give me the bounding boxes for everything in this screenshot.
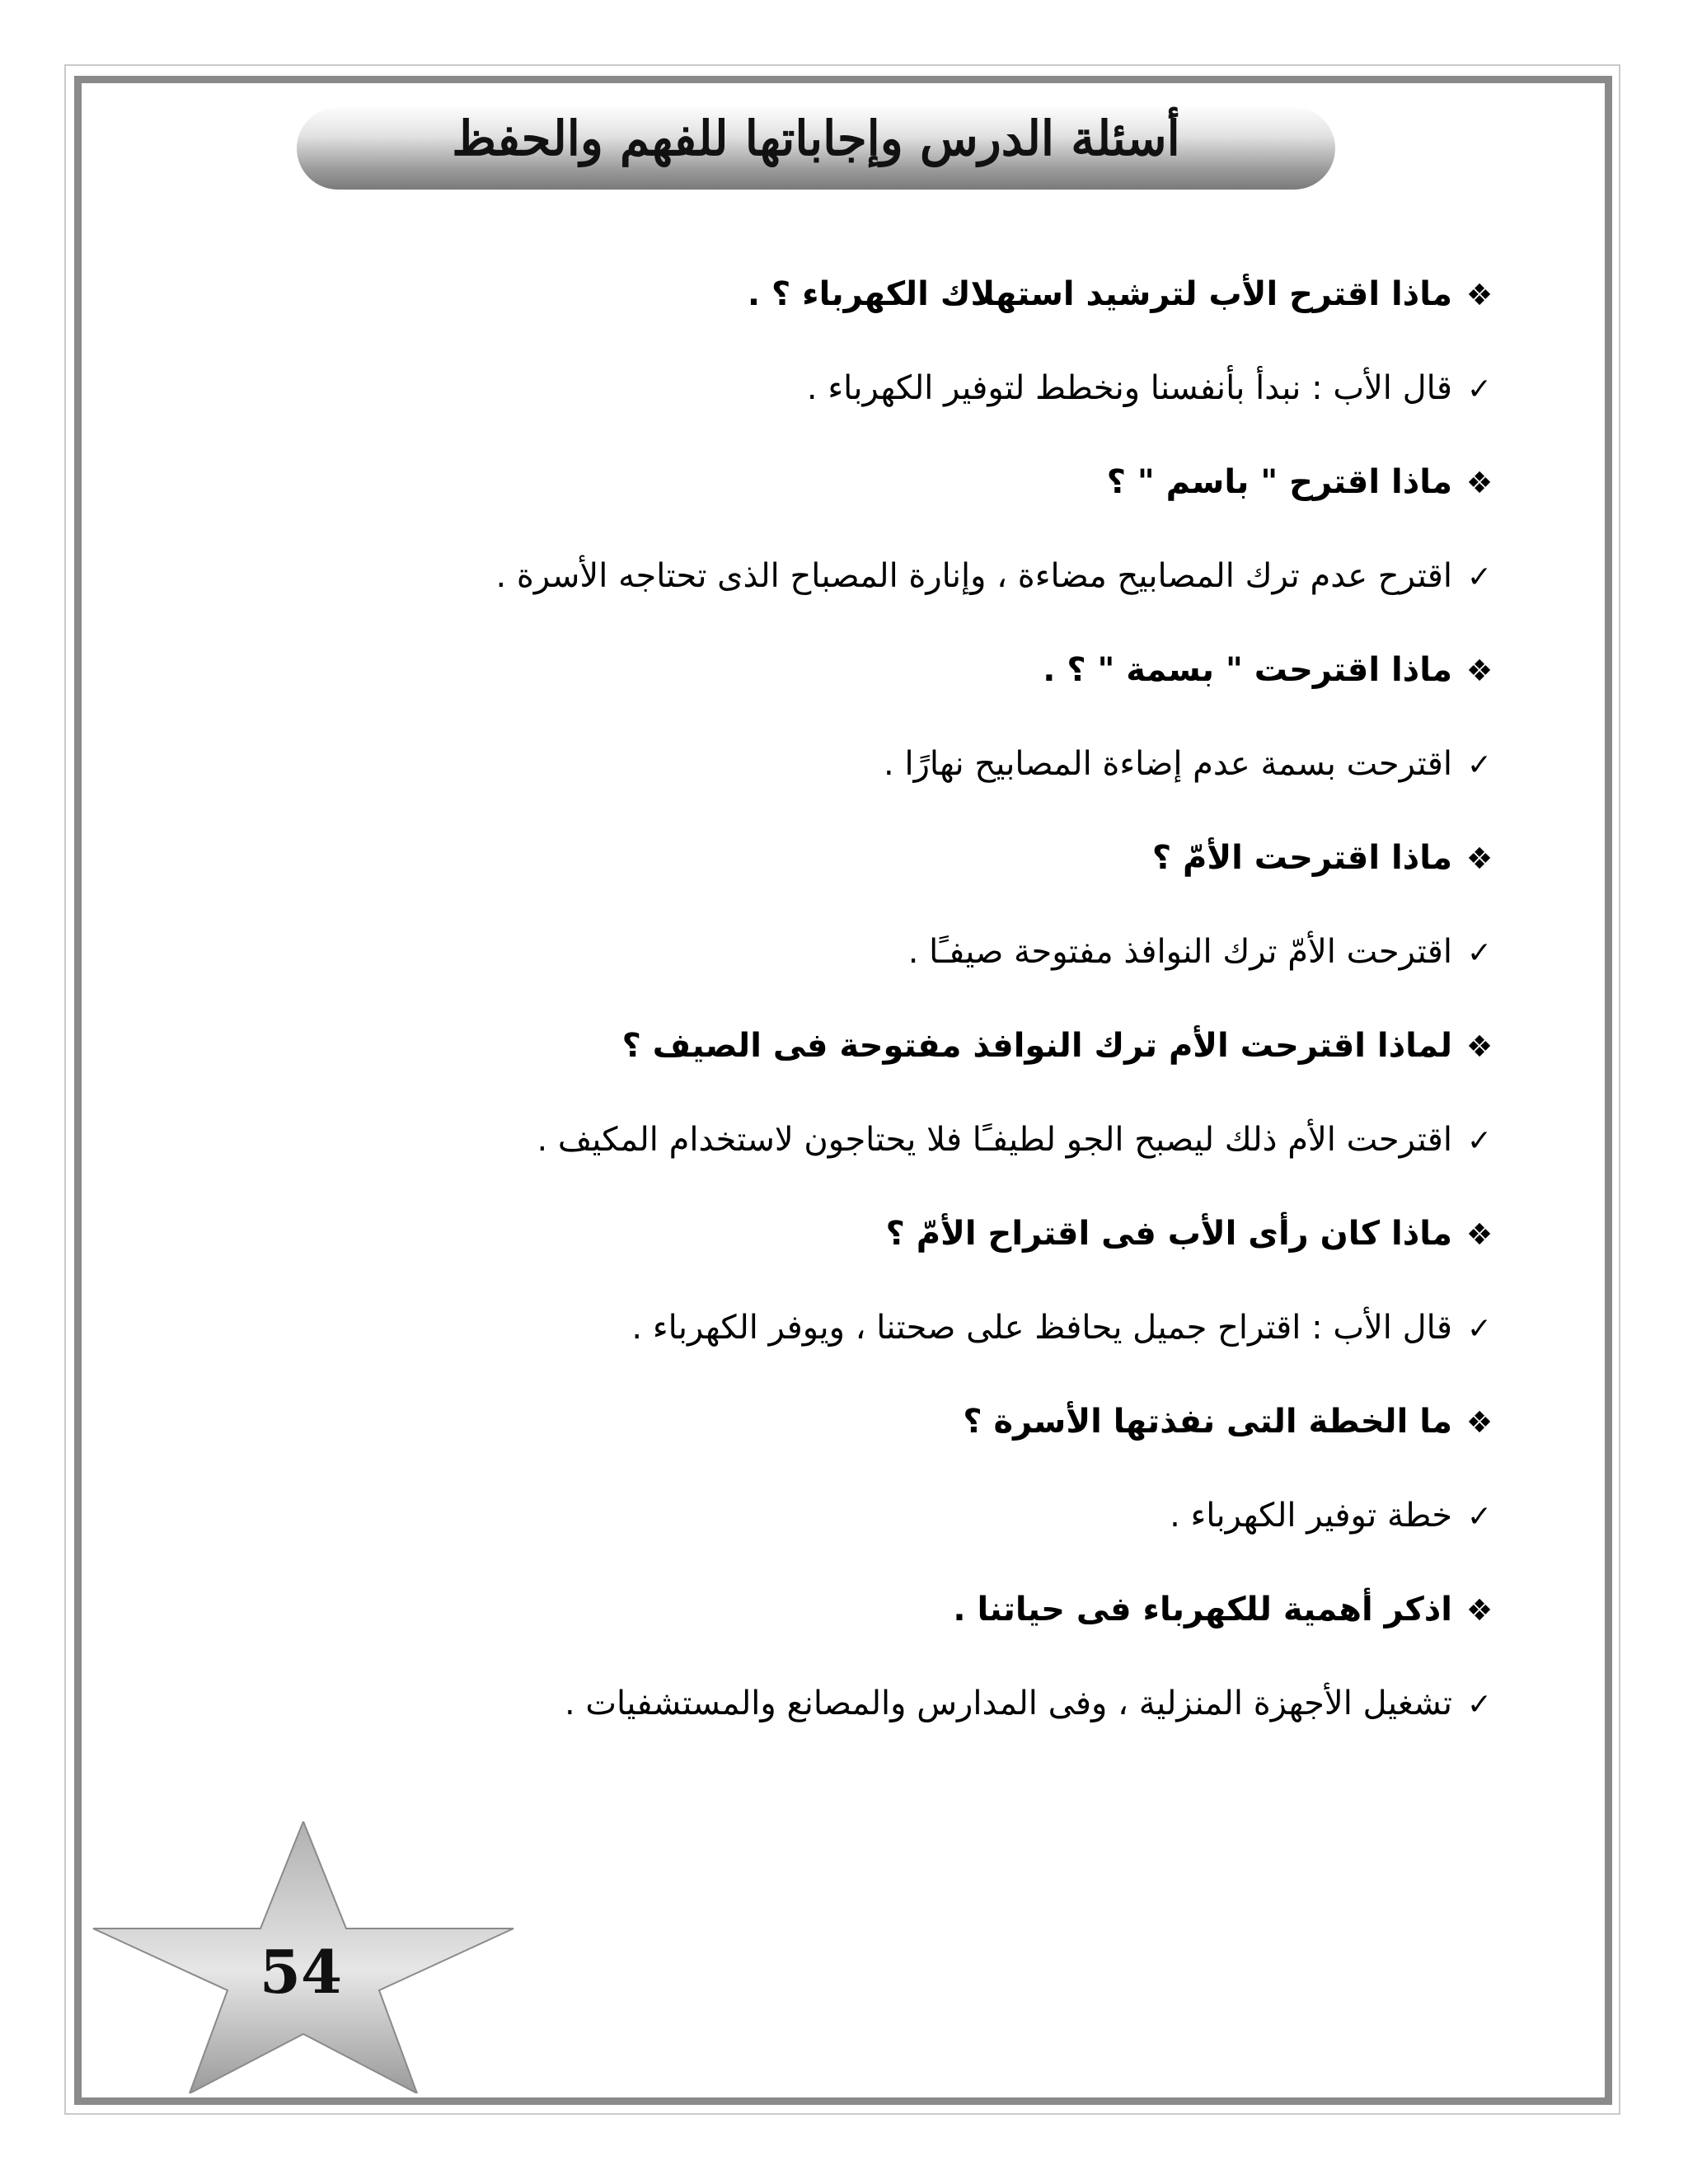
question-text: ماذا اقترح " باسم " ؟ xyxy=(1106,463,1452,501)
answer-text: اقترحت بسمة عدم إضاءة المصابيح نهارًا . xyxy=(884,745,1452,783)
question-6 xyxy=(163,1187,1498,1281)
checkmark-icon: ✓ xyxy=(1466,373,1493,406)
question-8 xyxy=(163,1563,1498,1657)
answer-3 xyxy=(163,717,1498,811)
diamond-bullet-icon: ❖ xyxy=(1465,842,1493,876)
answer-text: اقترحت الأمّ ترك النوافذ مفتوحة صيفـًا . xyxy=(907,933,1452,971)
checkmark-icon: ✓ xyxy=(1466,1500,1493,1534)
question-text: ماذا اقترحت " بسمة " ؟ . xyxy=(1043,651,1452,689)
question-text: ما الخطة التى نفذتها الأسرة ؟ xyxy=(963,1403,1452,1441)
question-1 xyxy=(163,247,1498,341)
answer-text: قال الأب : نبدأ بأنفسنا ونخطط لتوفير الكهرباء . xyxy=(806,369,1452,407)
answer-text: خطة توفير الكهرباء . xyxy=(1170,1497,1452,1535)
answer-2 xyxy=(163,529,1498,623)
page-number: 54 xyxy=(259,1937,343,2007)
checkmark-icon: ✓ xyxy=(1466,1124,1493,1158)
answer-text: اقترحت الأم ذلك ليصبح الجو لطيفـًا فلا يحتاجون لاستخدام المكيف . xyxy=(537,1121,1452,1159)
question-text: ماذا اقترحت الأمّ ؟ xyxy=(1151,839,1452,877)
checkmark-icon: ✓ xyxy=(1466,1688,1493,1722)
answer-5 xyxy=(163,1093,1498,1187)
question-4 xyxy=(163,811,1498,905)
diamond-bullet-icon: ❖ xyxy=(1465,279,1493,312)
diamond-bullet-icon: ❖ xyxy=(1465,1218,1493,1252)
diamond-bullet-icon: ❖ xyxy=(1465,654,1493,688)
page-title: أسئلة الدرس وإجاباتها للفهم والحفظ xyxy=(452,110,1180,166)
answer-8 xyxy=(163,1657,1498,1750)
question-text: لماذا اقترحت الأم ترك النوافذ مفتوحة فى الصيف ؟ xyxy=(621,1027,1452,1065)
answer-6 xyxy=(163,1281,1498,1375)
checkmark-icon: ✓ xyxy=(1466,560,1493,594)
question-2 xyxy=(163,435,1498,529)
diamond-bullet-icon: ❖ xyxy=(1465,1030,1493,1064)
answer-text: تشغيل الأجهزة المنزلية ، وفى المدارس والمصانع والمستشفيات . xyxy=(564,1685,1452,1722)
diamond-bullet-icon: ❖ xyxy=(1465,1406,1493,1440)
question-5 xyxy=(163,999,1498,1093)
checkmark-icon: ✓ xyxy=(1466,936,1493,970)
diamond-bullet-icon: ❖ xyxy=(1465,1594,1493,1628)
question-7 xyxy=(163,1375,1498,1469)
question-text: ماذا اقترح الأب لترشيد استهلاك الكهرباء ؟ . xyxy=(747,275,1452,313)
answer-1 xyxy=(163,341,1498,435)
qa-list xyxy=(163,247,1498,1750)
checkmark-icon: ✓ xyxy=(1466,748,1493,782)
answer-text: قال الأب : اقتراح جميل يحافظ على صحتنا ، ويوفر الكهرباء . xyxy=(631,1309,1452,1347)
diamond-bullet-icon: ❖ xyxy=(1465,466,1493,500)
checkmark-icon: ✓ xyxy=(1466,1312,1493,1346)
answer-text: اقترح عدم ترك المصابيح مضاءة ، وإنارة المصباح الذى تحتاجه الأسرة . xyxy=(495,557,1452,595)
question-text: ماذا كان رأى الأب فى اقتراح الأمّ ؟ xyxy=(885,1215,1452,1253)
question-text: اذكر أهمية للكهرباء فى حياتنا . xyxy=(953,1591,1452,1629)
answer-7 xyxy=(163,1469,1498,1563)
question-3 xyxy=(163,623,1498,717)
answer-4 xyxy=(163,905,1498,999)
